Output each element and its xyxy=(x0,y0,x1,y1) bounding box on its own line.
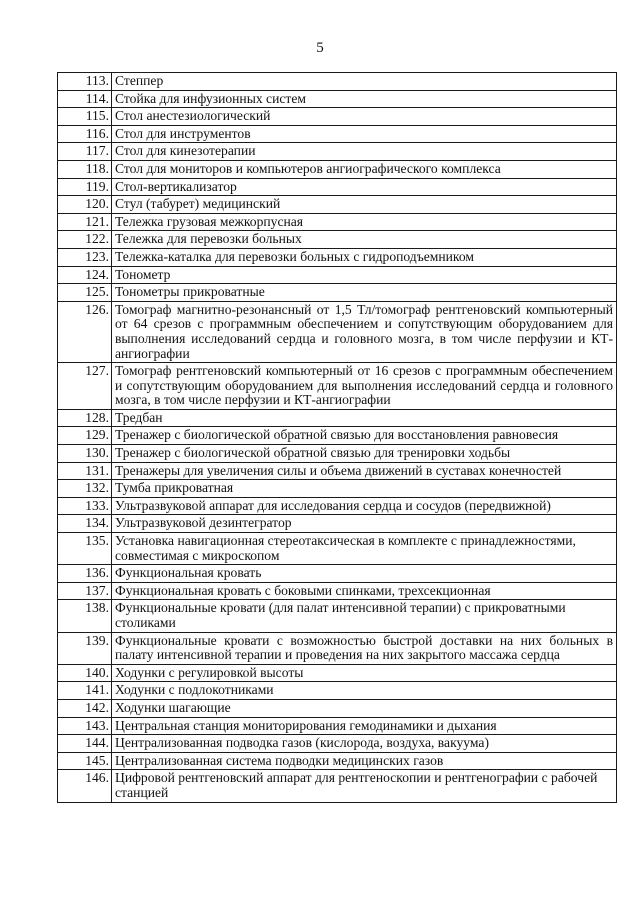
equipment-name: Тележка грузовая межкорпусная xyxy=(112,213,617,231)
table-row xyxy=(58,632,617,664)
table-row xyxy=(58,160,617,178)
equipment-name: Функциональные кровати с возможностью быстрой доставки на них больных в палату интенсивной терапии и проведения на них закрытого массажа сердца xyxy=(112,632,617,664)
table-row xyxy=(58,565,617,583)
table-row xyxy=(58,735,617,753)
equipment-name: Центральная станция мониторирования гемодинамики и дыхания xyxy=(112,717,617,735)
row-number: 131. xyxy=(58,462,112,480)
row-number: 145. xyxy=(58,752,112,770)
equipment-name: Централизованная система подводки медицинских газов xyxy=(112,752,617,770)
table-row xyxy=(58,497,617,515)
table-row xyxy=(58,301,617,362)
equipment-name: Функциональные кровати (для палат интенсивной терапии) с прикроватными столиками xyxy=(112,600,617,632)
table-row xyxy=(58,213,617,231)
equipment-name: Тонометр xyxy=(112,266,617,284)
equipment-name: Стол для кинезотерапии xyxy=(112,143,617,161)
row-number: 137. xyxy=(58,582,112,600)
row-number: 118. xyxy=(58,160,112,178)
equipment-table xyxy=(57,72,617,803)
equipment-name: Цифровой рентгеновский аппарат для рентгеноскопии и рентгенографии с рабочей станцией xyxy=(112,770,617,802)
row-number: 128. xyxy=(58,409,112,427)
equipment-name: Тренажеры для увеличения силы и объема движений в суставах конечностей xyxy=(112,462,617,480)
table-row xyxy=(58,231,617,249)
equipment-name: Централизованная подводка газов (кислорода, воздуха, вакуума) xyxy=(112,735,617,753)
equipment-name: Тележка-каталка для перевозки больных с гидроподъемником xyxy=(112,248,617,266)
table-row xyxy=(58,445,617,463)
row-number: 143. xyxy=(58,717,112,735)
table-row xyxy=(58,533,617,565)
page-number: 5 xyxy=(316,40,324,56)
row-number: 134. xyxy=(58,515,112,533)
table-row xyxy=(58,752,617,770)
equipment-name: Томограф рентгеновский компьютерный от 16 срезов с программным обеспечением и сопутствующим оборудованием для выполнения исследований сердца и головного мозга, в том числе перфузии и КТ-ангиографии xyxy=(112,363,617,410)
equipment-name: Тонометры прикроватные xyxy=(112,284,617,302)
row-number: 136. xyxy=(58,565,112,583)
table-row xyxy=(58,143,617,161)
row-number: 124. xyxy=(58,266,112,284)
equipment-table-body xyxy=(58,73,617,803)
row-number: 126. xyxy=(58,301,112,362)
row-number: 114. xyxy=(58,90,112,108)
row-number: 146. xyxy=(58,770,112,802)
equipment-name: Стол анестезиологический xyxy=(112,108,617,126)
table-row xyxy=(58,196,617,214)
equipment-name: Установка навигационная стереотаксическая в комплекте с принадлежностями, совместимая с микроскопом xyxy=(112,533,617,565)
equipment-name: Ходунки шагающие xyxy=(112,699,617,717)
equipment-name: Функциональная кровать xyxy=(112,565,617,583)
row-number: 127. xyxy=(58,363,112,410)
row-number: 140. xyxy=(58,664,112,682)
row-number: 117. xyxy=(58,143,112,161)
equipment-name: Томограф магнитно-резонансный от 1,5 Тл/томограф рентгеновский компьютерный от 64 срезов с программным обеспечением и сопутствующим оборудованием для выполнения исследований сердца и головного мозга, в том числе перфузии и КТ-ангиографии xyxy=(112,301,617,362)
table-row xyxy=(58,248,617,266)
table-row xyxy=(58,73,617,91)
row-number: 135. xyxy=(58,533,112,565)
row-number: 121. xyxy=(58,213,112,231)
table-row xyxy=(58,125,617,143)
equipment-name: Ходунки с подлокотниками xyxy=(112,682,617,700)
equipment-name: Ультразвуковой аппарат для исследования сердца и сосудов (передвижной) xyxy=(112,497,617,515)
table-row xyxy=(58,363,617,410)
table-row xyxy=(58,266,617,284)
row-number: 123. xyxy=(58,248,112,266)
row-number: 144. xyxy=(58,735,112,753)
row-number: 130. xyxy=(58,445,112,463)
equipment-name: Стол для мониторов и компьютеров ангиографического комплекса xyxy=(112,160,617,178)
row-number: 138. xyxy=(58,600,112,632)
row-number: 133. xyxy=(58,497,112,515)
table-row xyxy=(58,480,617,498)
table-row xyxy=(58,108,617,126)
row-number: 141. xyxy=(58,682,112,700)
table-row xyxy=(58,90,617,108)
table-row xyxy=(58,284,617,302)
equipment-name: Тренажер с биологической обратной связью для восстановления равновесия xyxy=(112,427,617,445)
equipment-name: Тумба прикроватная xyxy=(112,480,617,498)
table-row xyxy=(58,717,617,735)
table-row xyxy=(58,770,617,802)
equipment-name: Стол-вертикализатор xyxy=(112,178,617,196)
row-number: 116. xyxy=(58,125,112,143)
equipment-name: Степпер xyxy=(112,73,617,91)
row-number: 125. xyxy=(58,284,112,302)
table-row xyxy=(58,582,617,600)
equipment-name: Стойка для инфузионных систем xyxy=(112,90,617,108)
row-number: 139. xyxy=(58,632,112,664)
table-row xyxy=(58,682,617,700)
table-row xyxy=(58,664,617,682)
table-row xyxy=(58,462,617,480)
equipment-name: Тредбан xyxy=(112,409,617,427)
equipment-name: Ультразвуковой дезинтегратор xyxy=(112,515,617,533)
equipment-name: Ходунки с регулировкой высоты xyxy=(112,664,617,682)
equipment-name: Тренажер с биологической обратной связью для тренировки ходьбы xyxy=(112,445,617,463)
equipment-name: Тележка для перевозки больных xyxy=(112,231,617,249)
table-row xyxy=(58,699,617,717)
table-row xyxy=(58,600,617,632)
row-number: 142. xyxy=(58,699,112,717)
table-row xyxy=(58,178,617,196)
row-number: 115. xyxy=(58,108,112,126)
table-row xyxy=(58,427,617,445)
row-number: 113. xyxy=(58,73,112,91)
row-number: 132. xyxy=(58,480,112,498)
row-number: 122. xyxy=(58,231,112,249)
table-row xyxy=(58,409,617,427)
row-number: 120. xyxy=(58,196,112,214)
equipment-name: Функциональная кровать с боковыми спинками, трехсекционная xyxy=(112,582,617,600)
row-number: 119. xyxy=(58,178,112,196)
table-row xyxy=(58,515,617,533)
equipment-name: Стул (табурет) медицинский xyxy=(112,196,617,214)
equipment-name: Стол для инструментов xyxy=(112,125,617,143)
row-number: 129. xyxy=(58,427,112,445)
